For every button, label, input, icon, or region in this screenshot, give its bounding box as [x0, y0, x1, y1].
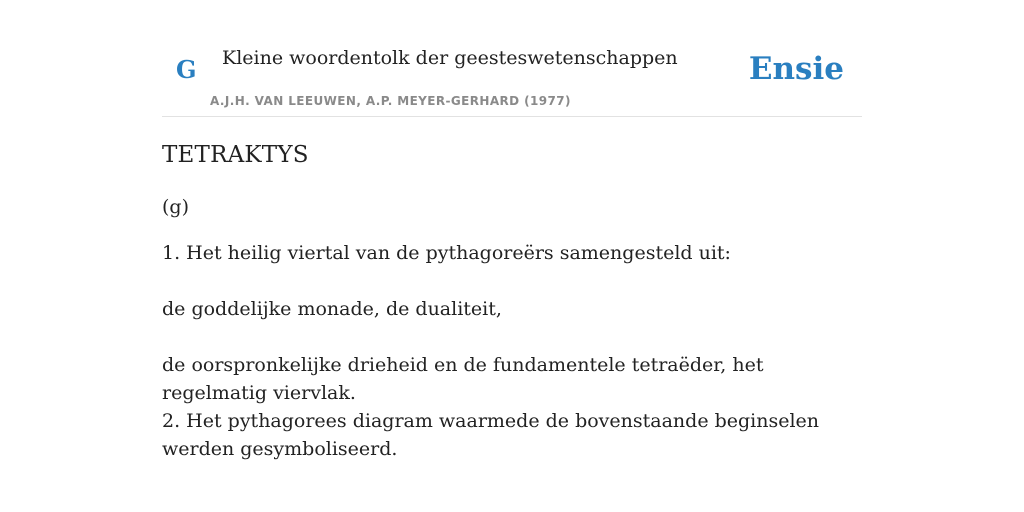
entry-paragraph: 2. Het pythagorees diagram waarmede de bovenstaande beginselen werden gesymboliseerd. — [162, 410, 820, 460]
entry-paragraph: (g) — [162, 196, 189, 218]
ensie-logo-link[interactable]: Ensie — [748, 51, 844, 87]
book-authors: A.J.H. VAN LEEUWEN, A.P. MEYER-GERHARD (1977) — [210, 94, 571, 108]
header — [162, 0, 862, 117]
entry-paragraph: 1. Het heilig viertal van de pythagoreërs samengesteld uit: — [162, 242, 731, 264]
page — [162, 0, 862, 512]
book-title-link[interactable]: Kleine woordentolk der geesteswetenschappen — [222, 47, 678, 69]
entry-title: TETRAKTYS — [162, 142, 309, 168]
entry-paragraph: de oorspronkelijke drieheid en de fundamentele tetraëder, het regelmatig viervlak. — [162, 354, 764, 404]
book-logo-icon[interactable]: G — [176, 55, 197, 84]
entry-paragraph: de goddelijke monade, de dualiteit, — [162, 298, 502, 320]
